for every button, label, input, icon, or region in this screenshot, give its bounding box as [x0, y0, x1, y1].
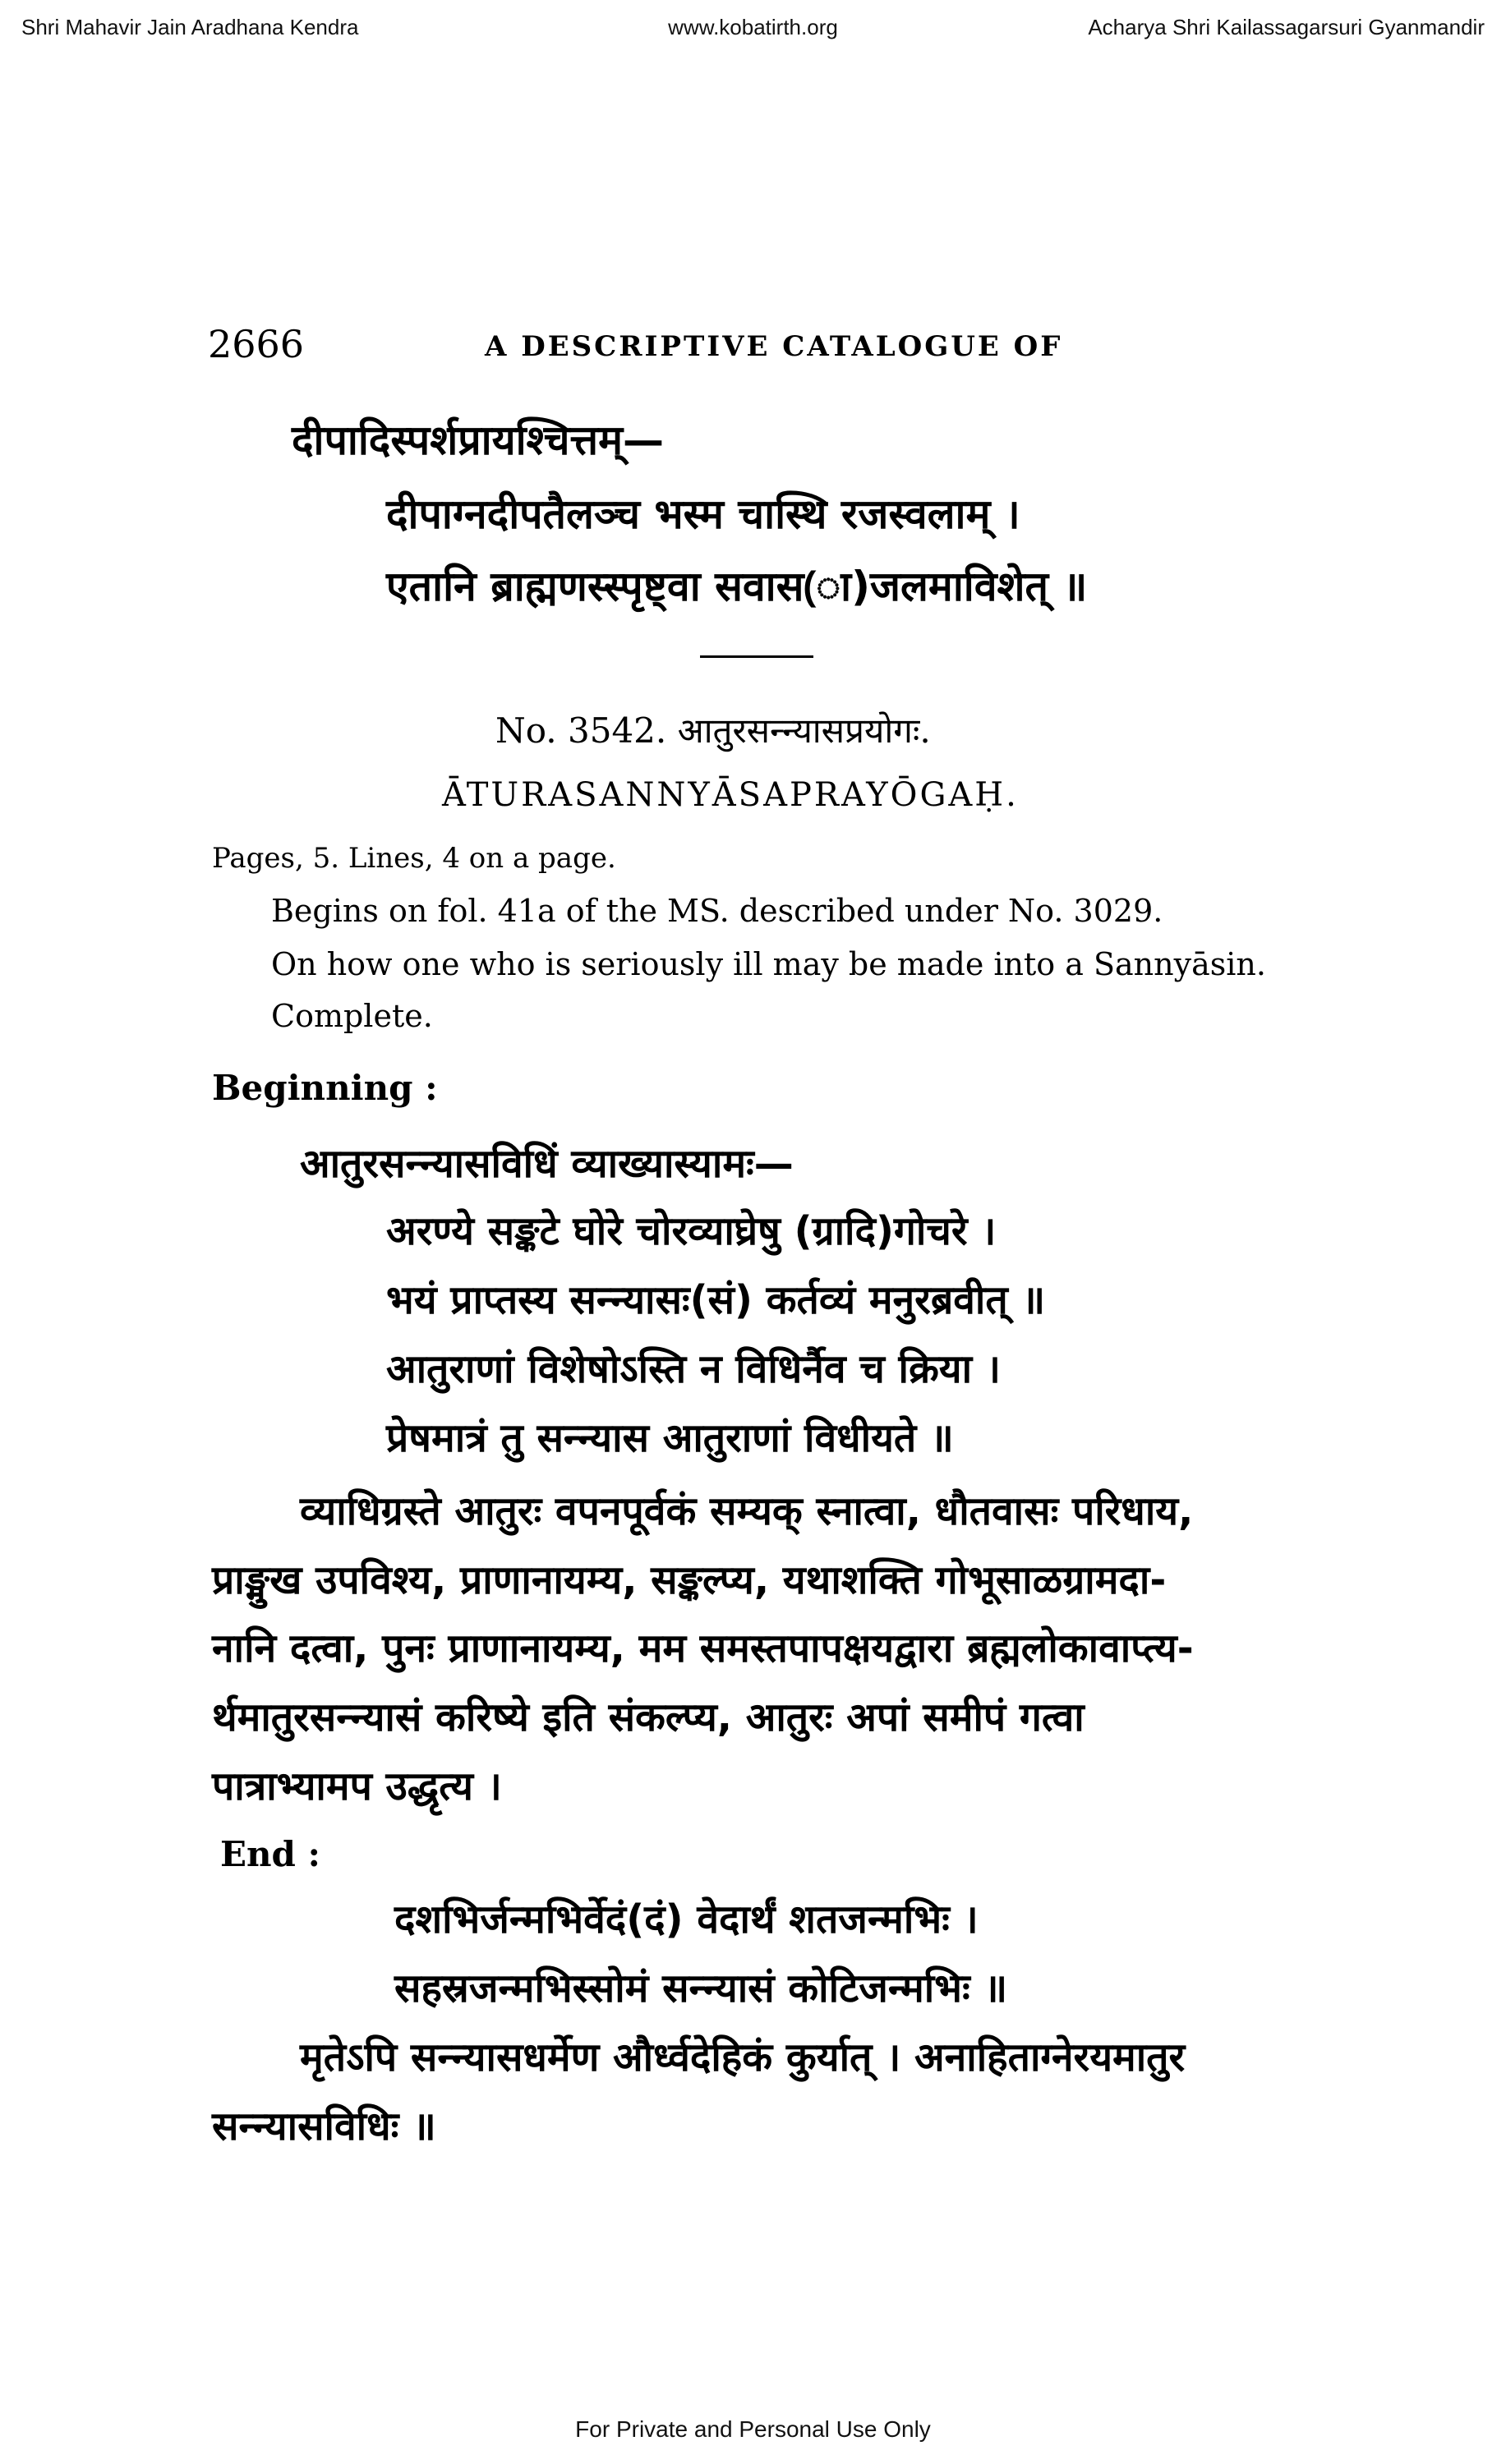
- running-head-title: A DESCRIPTIVE CATALOGUE OF: [485, 330, 1063, 363]
- beginning-prose-5: पात्राभ्यामप उद्धृत्य ।: [212, 1763, 502, 1809]
- entry-status: Complete.: [271, 998, 433, 1034]
- entry-description: On how one who is seriously ill may be made into a Sannyāsin.: [271, 946, 1266, 982]
- header-left-text: Shri Mahavir Jain Aradhana Kendra: [21, 15, 359, 39]
- header-right-text: Acharya Shri Kailassagarsuri Gyanmandir: [1088, 15, 1485, 39]
- end-heading: End :: [220, 1834, 321, 1874]
- beginning-intro: आतुरसन्न्यासविधिं व्याख्यास्यामः—: [300, 1141, 794, 1187]
- prev-entry-verse-1: दीपाग्नदीपतैलञ्च भस्म चास्थि रजस्वलाम् ।: [386, 490, 1020, 538]
- end-verse-2: सहस्रजन्मभिस्सोमं सन्न्यासं कोटिजन्मभिः ॥: [394, 1965, 1008, 2011]
- entry-pages: Pages, 5. Lines, 4 on a page.: [212, 842, 616, 875]
- entry-begins: Begins on fol. 41a of the MS. described under No. 3029.: [271, 893, 1163, 929]
- beginning-prose-3: नानि दत्वा, पुनः प्राणानायम्य, मम समस्तपापक्षयद्वारा ब्रह्मलोकावाप्त्य-: [212, 1625, 1194, 1671]
- prev-entry-title: दीपादिस्पर्शप्रायश्चित्तम्—: [292, 416, 664, 464]
- beginning-prose-4: र्थमातुरसन्न्यासं करिष्ये इति संकल्प्य, आतुरः अपां समीपं गत्वा: [212, 1694, 1085, 1740]
- beginning-prose-1: व्याधिग्रस्ते आतुरः वपनपूर्वकं सम्यक् स्नात्वा, धौतवासः परिधाय,: [300, 1488, 1194, 1534]
- page-number: 2666: [208, 322, 305, 366]
- header-center-url: www.kobatirth.org: [668, 15, 838, 39]
- end-verse-1: दशभिर्जन्मभिर्वेदं(दं) वेदार्थं शतजन्मभिः ।: [394, 1896, 979, 1942]
- entry-number: No. 3542. आतुरसन्न्यासप्रयोगः.: [495, 710, 931, 751]
- beginning-prose-2: प्राङ्मुख उपविश्य, प्राणानायम्य, सङ्कल्प्य, यथाशक्ति गोभूसाळग्रामदा-: [212, 1557, 1167, 1603]
- prev-entry-verse-2: एतानि ब्राह्मणस्स्पृष्ट्वा सवास(ा)जलमाविशेत् ॥: [386, 563, 1088, 610]
- beginning-verse-4: प्रेषमात्रं तु सन्न्यास आतुराणां विधीयते ॥: [386, 1415, 954, 1461]
- beginning-verse-1: अरण्ये सङ्कटे घोरे चोरव्याघ्रेषु (ग्रादि)गोचरे ।: [386, 1208, 997, 1254]
- beginning-verse-3: आतुराणां विशेषोऽस्ति न विधिर्नैव च क्रिया ।: [386, 1346, 1001, 1392]
- beginning-verse-2: भयं प्राप्तस्य सन्न्यासः(सं) कर्तव्यं मनुरब्रवीत् ॥: [386, 1277, 1046, 1323]
- separator-rule: [700, 655, 813, 658]
- beginning-heading: Beginning :: [212, 1068, 438, 1108]
- end-prose-2: सन्न्यासविधिः ॥: [212, 2103, 436, 2149]
- end-prose-1: मृतेऽपि सन्न्यासधर्मेण और्ध्वदेहिकं कुर्यात् । अनाहिताग्नेरयमातुर: [300, 2034, 1186, 2080]
- footer-text: For Private and Personal Use Only: [575, 2416, 931, 2442]
- entry-transliteration: ĀTURASANNYĀSAPRAYŌGAḤ.: [442, 776, 1019, 814]
